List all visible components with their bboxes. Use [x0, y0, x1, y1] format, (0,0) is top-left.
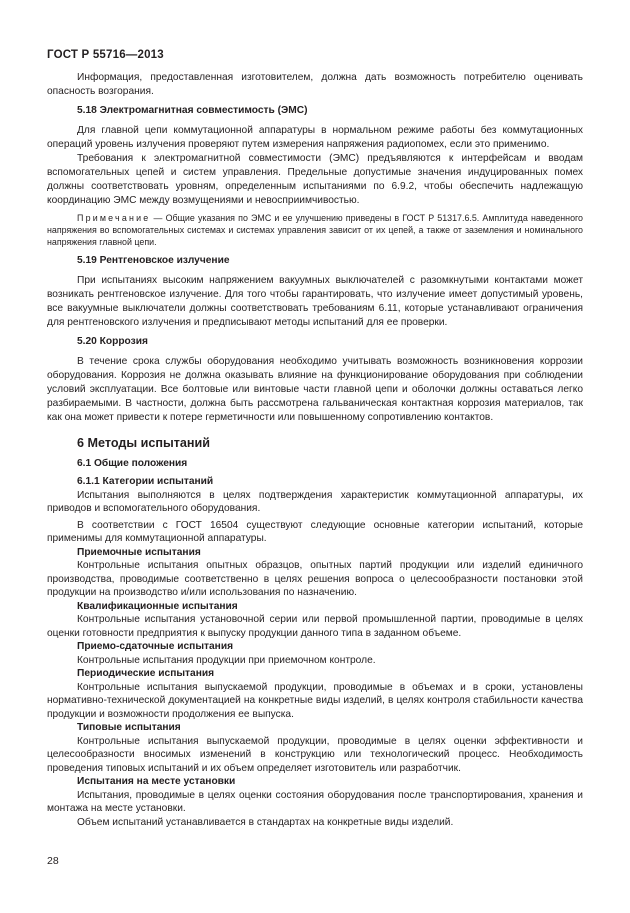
section-6-1-heading: 6.1 Общие положения: [77, 457, 188, 469]
category-periodic-text: Контрольные испытания выпускаемой продукции, проводимые в объемах и в сроки, установлены нормативно-технической документацией на конкретные виды изделий, в целях контроля стабильности качества продукции и возможности продолжения ее выпуска.: [47, 681, 583, 720]
section-5-18-heading: 5.18 Электромагнитная совместимость (ЭМС): [77, 105, 308, 116]
paragraph-test-purpose: Испытания выполняются в целях подтверждения характеристик коммутационной аппаратуры, их приводов и вспомогательного оборудования.: [47, 489, 583, 515]
paragraph-emc-main-circuit: Для главной цепи коммутационной аппаратуры в нормальном режиме работы без коммутационных операций уровень излучения проверяют путем измерения напряжения радиопомех, если это применимо.: [47, 125, 583, 150]
section-5-20-heading: 5.20 Коррозия: [77, 335, 148, 347]
page-number: 28: [47, 855, 59, 867]
category-site-text: Испытания, проводимые в целях оценки состояния оборудования после транспортирования, хранения и монтажа на месте установки.: [47, 789, 583, 815]
page-content: [47, 71, 583, 829]
section-6-heading: 6 Методы испытаний: [77, 435, 210, 450]
document-header: ГОСТ Р 55716—2013: [47, 49, 164, 61]
note-label: Примечание: [77, 213, 151, 223]
section-5-19-heading: 5.19 Рентгеновское излучение: [77, 254, 230, 266]
category-type-heading: Типовые испытания: [77, 722, 181, 734]
paragraph-fire-info: Информация, предоставленная изготовителем, должна дать возможность потребителю оценивать опасность возгорания.: [47, 72, 583, 97]
note-emc: [47, 212, 583, 249]
category-qualification-heading: Квалификационные испытания: [77, 600, 238, 612]
category-periodic-heading: Периодические испытания: [77, 668, 215, 680]
section-6-1-1-heading: 6.1.1 Категории испытаний: [77, 475, 214, 487]
category-site-heading: Испытания на месте установки: [77, 776, 236, 788]
category-handover-text: Контрольные испытания продукции при приемочном контроле.: [77, 654, 376, 666]
paragraph-xray: При испытаниях высоким напряжением вакуумных выключателей с разомкнутыми контактами может возникать рентгеновское излучение. Для того чтобы гарантировать, что излучение имеет допустимый уровень, все вакуумные выключатели должны соответствовать требованиям 6.11, которые устанавливают ограничения для рентгеновского излучения и предписывают методы испытаний для ее проверки.: [47, 274, 583, 328]
category-acceptance-heading: Приемочные испытания: [77, 546, 201, 558]
category-type-text: Контрольные испытания выпускаемой продукции, проводимые в целях оценки эффективности и целесообразности вносимых изменений в конструкцию или технологический процесс. Необходимость проведения типовых испытаний и их объем определяет изготовитель или разработчик.: [47, 735, 583, 774]
category-qualification-text: Контрольные испытания установочной серии или первой промышленной партии, проводимые в целях оценки готовности предприятия к выпуску продукции данного типа в заданном объеме.: [47, 614, 583, 639]
paragraph-test-categories: В соответствии с ГОСТ 16504 существуют следующие основные категории испытаний, которые применимы для коммутационной аппаратуры.: [47, 519, 583, 545]
category-acceptance-text: Контрольные испытания опытных образцов, опытных партий продукции или изделий единичного производства, проводимые соответственно в целях решения вопроса о целесообразности постановки этой продукции на производство и/или использования по назначению.: [47, 560, 583, 599]
paragraph-test-scope: Объем испытаний устанавливается в стандартах на конкретные виды изделий.: [77, 816, 454, 828]
paragraph-emc-requirements: Требования к электромагнитной совместимости (ЭМС) предъявляются к интерфейсам и вводам вспомогательных цепей и систем управления. Предельные допустимые значения индуцированных помех должны соответствовать уровням, определенным испытаниями по 6.9.2, чтобы обеспечить надлежащую координацию ЭМС между возмущениями и невосприимчивостью.: [47, 153, 583, 206]
category-handover-heading: Приемо-сдаточные испытания: [77, 641, 234, 653]
note-text: — Общие указания по ЭМС и ее улучшению приведены в ГОСТ Р 51317.6.5. Амплитуда наведенного напряжения во вспомогательных системах и системах управления зависит от их цепей, а также от заземления и номинального напряжения главной цепи.: [47, 213, 583, 248]
paragraph-corrosion: В течение срока службы оборудования необходимо учитывать возможность возникновения коррозии оборудования. Коррозия не должна оказывать влияние на функционирование оборудования при соблюдении условий эксплуатации. Все болтовые или винтовые части главной цепи и оболочки должны оставаться легко разбираемыми. В частности, должна быть рассмотрена гальваническая контактная коррозия материалов, так как она может привести к потере герметичности или повышенному сопротивлению контактов.: [47, 355, 583, 423]
